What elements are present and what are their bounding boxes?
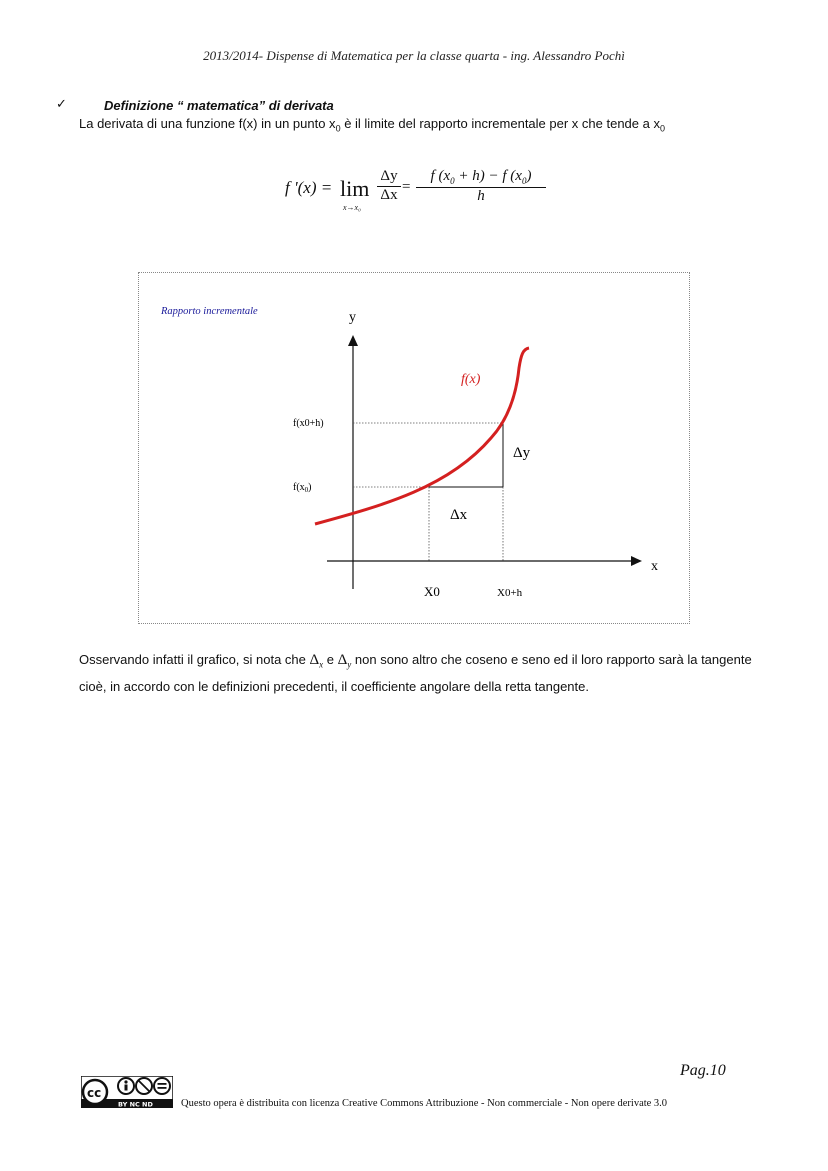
definition-sub-1: 0: [659, 123, 665, 134]
badge-cc-text: cc: [87, 1086, 102, 1100]
observation-part-3: non sono altro che coseno e seno ed il loro rapporto sarà la tangente cioè, in accordo con le definizioni precedenti, il coefficiente angolare della retta tangente.: [79, 652, 752, 694]
fraction-delta: [377, 168, 401, 204]
x-axis-label: x: [651, 559, 658, 574]
observation-paragraph: [79, 649, 769, 698]
graph-caption: Rapporto incrementale: [161, 306, 258, 317]
num-sub-b: 0: [521, 176, 527, 186]
label-fx0-sub: 0: [304, 486, 309, 494]
definition-text-a: La derivata di una funzione f(x) in un punto x: [79, 116, 336, 131]
derivative-formula: [280, 166, 560, 218]
num-part-c: ): [526, 168, 532, 184]
fraction-delta-numerator: Δy: [377, 168, 401, 187]
checkmark-icon: ✓: [56, 97, 67, 112]
fraction-difference-numerator: [416, 168, 546, 188]
delta-x-subscript: x: [319, 659, 324, 670]
function-curve: [315, 348, 529, 524]
label-fx0-end: ): [308, 482, 312, 493]
graph-svg: [139, 273, 691, 625]
formula-lim: lim: [340, 176, 370, 201]
fraction-delta-denominator: Δx: [380, 187, 398, 203]
definition-text: [79, 116, 665, 134]
y-axis-label: y: [349, 310, 356, 325]
definition-sub-0: 0: [335, 123, 341, 134]
num-part-a: f (x: [430, 168, 451, 184]
num-sub-a: 0: [450, 176, 455, 186]
curve-label: f(x): [461, 372, 481, 387]
tick-x0h: X0+h: [497, 587, 523, 599]
formula-lim-subscript: x→x₀: [343, 203, 361, 212]
x-axis-arrow-icon: [631, 556, 642, 566]
num-part-b: + h) − f (x: [454, 168, 522, 184]
running-header: 2013/2014- Dispense di Matematica per la classe quarta - ing. Alessandro Pochì: [203, 48, 625, 63]
fraction-difference-denominator: h: [477, 188, 485, 204]
label-fx0: [293, 482, 312, 494]
delta-y-label: Δy: [513, 445, 531, 461]
delta-x-symbol: Δ: [309, 652, 320, 668]
license-text: Questo opera è distribuita con licenza Creative Commons Attribuzione - Non commerciale - Non opere derivate 3.0: [181, 1098, 668, 1109]
label-fx0-a: f(x: [293, 482, 305, 493]
y-axis-arrow-icon: [348, 335, 358, 346]
delta-x-label: Δx: [450, 507, 468, 523]
observation-part-2: e: [323, 652, 338, 667]
incremental-ratio-graph: [138, 272, 690, 624]
definition-text-b: è il limite del rapporto incrementale per x che tende a x: [340, 116, 660, 131]
delta-y-subscript: y: [347, 659, 352, 670]
formula-lhs: f '(x) =: [285, 178, 333, 197]
tick-x0: X0: [424, 584, 440, 599]
definition-title: Definizione “ matematica” di derivata: [104, 98, 334, 113]
observation-part-1: Osservando infatti il grafico, si nota che: [79, 652, 310, 667]
delta-y-symbol: Δ: [337, 652, 348, 668]
fraction-difference: [416, 168, 546, 205]
formula-equals: =: [402, 179, 411, 195]
badge-terms-text: BY NC ND: [118, 1100, 153, 1108]
label-fx0h: f(x0+h): [293, 418, 324, 429]
creative-commons-badge-icon: [81, 1076, 173, 1108]
page-number: Pag.10: [680, 1062, 726, 1079]
